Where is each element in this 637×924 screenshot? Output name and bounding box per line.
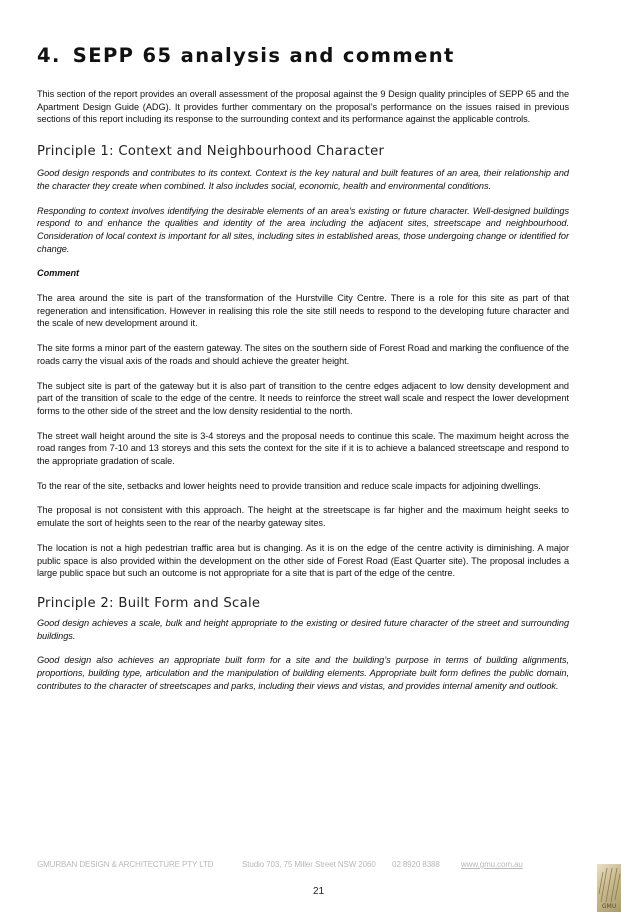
principle-2-quote-2: Good design also achieves an appropriate built form for a site and the building’s purpose in terms of building alignments, proportions, building type, articulation and the manipulation of building elements. Appropriate built form defines the public domain, contributes to the character of streetscapes and parks, including their views and vistas, and provides internal amenity and outlook.	[37, 655, 569, 691]
principle-1-quote-2: Responding to context involves identifying the desirable elements of an area’s existing or future character. Well-designed buildings respond to and enhance the qualities and identity of the area including the adjacent sites, streetscape and neighbourhood. Consideration of local context is important for all sites, including sites in established areas, those undergoing change or identified for change.	[37, 205, 569, 254]
section-heading	[37, 44, 569, 67]
principle-2-heading: Principle 2: Built Form and Scale	[37, 595, 261, 611]
logo-text: GMU	[601, 903, 617, 910]
footer-address: Studio 703, 75 Miller Street NSW 2060	[242, 860, 376, 869]
comment-paragraph-4: The street wall height around the site is 3-4 storeys and the proposal needs to continue this scale. The maximum height across the road ranges from 7-10 and 13 storeys and this sets the context for the site if it is to achieve a balanced streetscape and respond to the appropriate gradation of scale.	[37, 430, 569, 467]
comment-paragraph-5: To the rear of the site, setbacks and lower heights need to provide transition and reduce scale impacts for adjoining dwellings.	[37, 480, 541, 491]
comment-label: Comment	[37, 268, 80, 279]
comment-paragraph-6: The proposal is not consistent with this approach. The height at the streetscape is far higher and the maximum height seeks to emulate the sort of heights seen to the rear of the nearby gateway sites.	[37, 505, 569, 529]
gmu-logo	[597, 864, 621, 912]
comment-paragraph-2: The site forms a minor part of the eastern gateway. The sites on the southern side of Forest Road and marking the confluence of the roads carry the visual axis of the roads and should achieve the greater height.	[37, 343, 569, 366]
page-number: 21	[312, 886, 325, 897]
comment-paragraph-1: The area around the site is part of the transformation of the Hurstville City Centre. There is a role for this site as part of that regeneration and intensification. However in realising this role the site still needs to respond to the developing future character and the scale of new development around it.	[37, 293, 569, 329]
principle-2-quote-1: Good design achieves a scale, bulk and height appropriate to the existing or desired future character of the street and surrounding buildings.	[37, 617, 569, 641]
section-number: 4.	[37, 44, 61, 67]
comment-paragraph-3: The subject site is part of the gateway but it is also part of transition to the centre edges adjacent to low density development and part of the transition of scale to the edge of the centre. It needs to reinforce the street wall scale and respect the lower development forms to the other side of the street and the low density residential to the north.	[37, 380, 569, 416]
principle-1-heading: Principle 1: Context and Neighbourhood Character	[37, 144, 385, 160]
principle-1-quote-1: Good design responds and contributes to its context. Context is the key natural and built features of an area, their relationship and the character they create when combined. It also includes social, economic, health and environmental conditions.	[37, 168, 569, 191]
section-title: SEPP 65 analysis and comment	[72, 44, 455, 67]
intro-paragraph: This section of the report provides an overall assessment of the proposal against the 9 Design quality principles of SEPP 65 and the Apartment Design Guide (ADG). It provides further commentary on the proposal’s performance on the issues raised in previous sections of this report including its response to the surrounding context and its performance against the applicable controls.	[37, 89, 569, 125]
footer-phone: 02 8920 8388	[392, 860, 440, 869]
footer-company: GMURBAN DESIGN & ARCHITECTURE PTY LTD	[37, 860, 214, 869]
footer-website-link[interactable]: www.gmu.com.au	[461, 860, 523, 869]
page-content	[37, 44, 569, 693]
comment-paragraph-7: The location is not a high pedestrian traffic area but is changing. As it is on the edge of the centre activity is diminishing. A major public space is also provided within the development on the other side of Forest Road (East Quarter site). The proposal includes a large public space but such an outcome is not appropriate for a site that is part of the edge of the centre.	[37, 542, 569, 579]
